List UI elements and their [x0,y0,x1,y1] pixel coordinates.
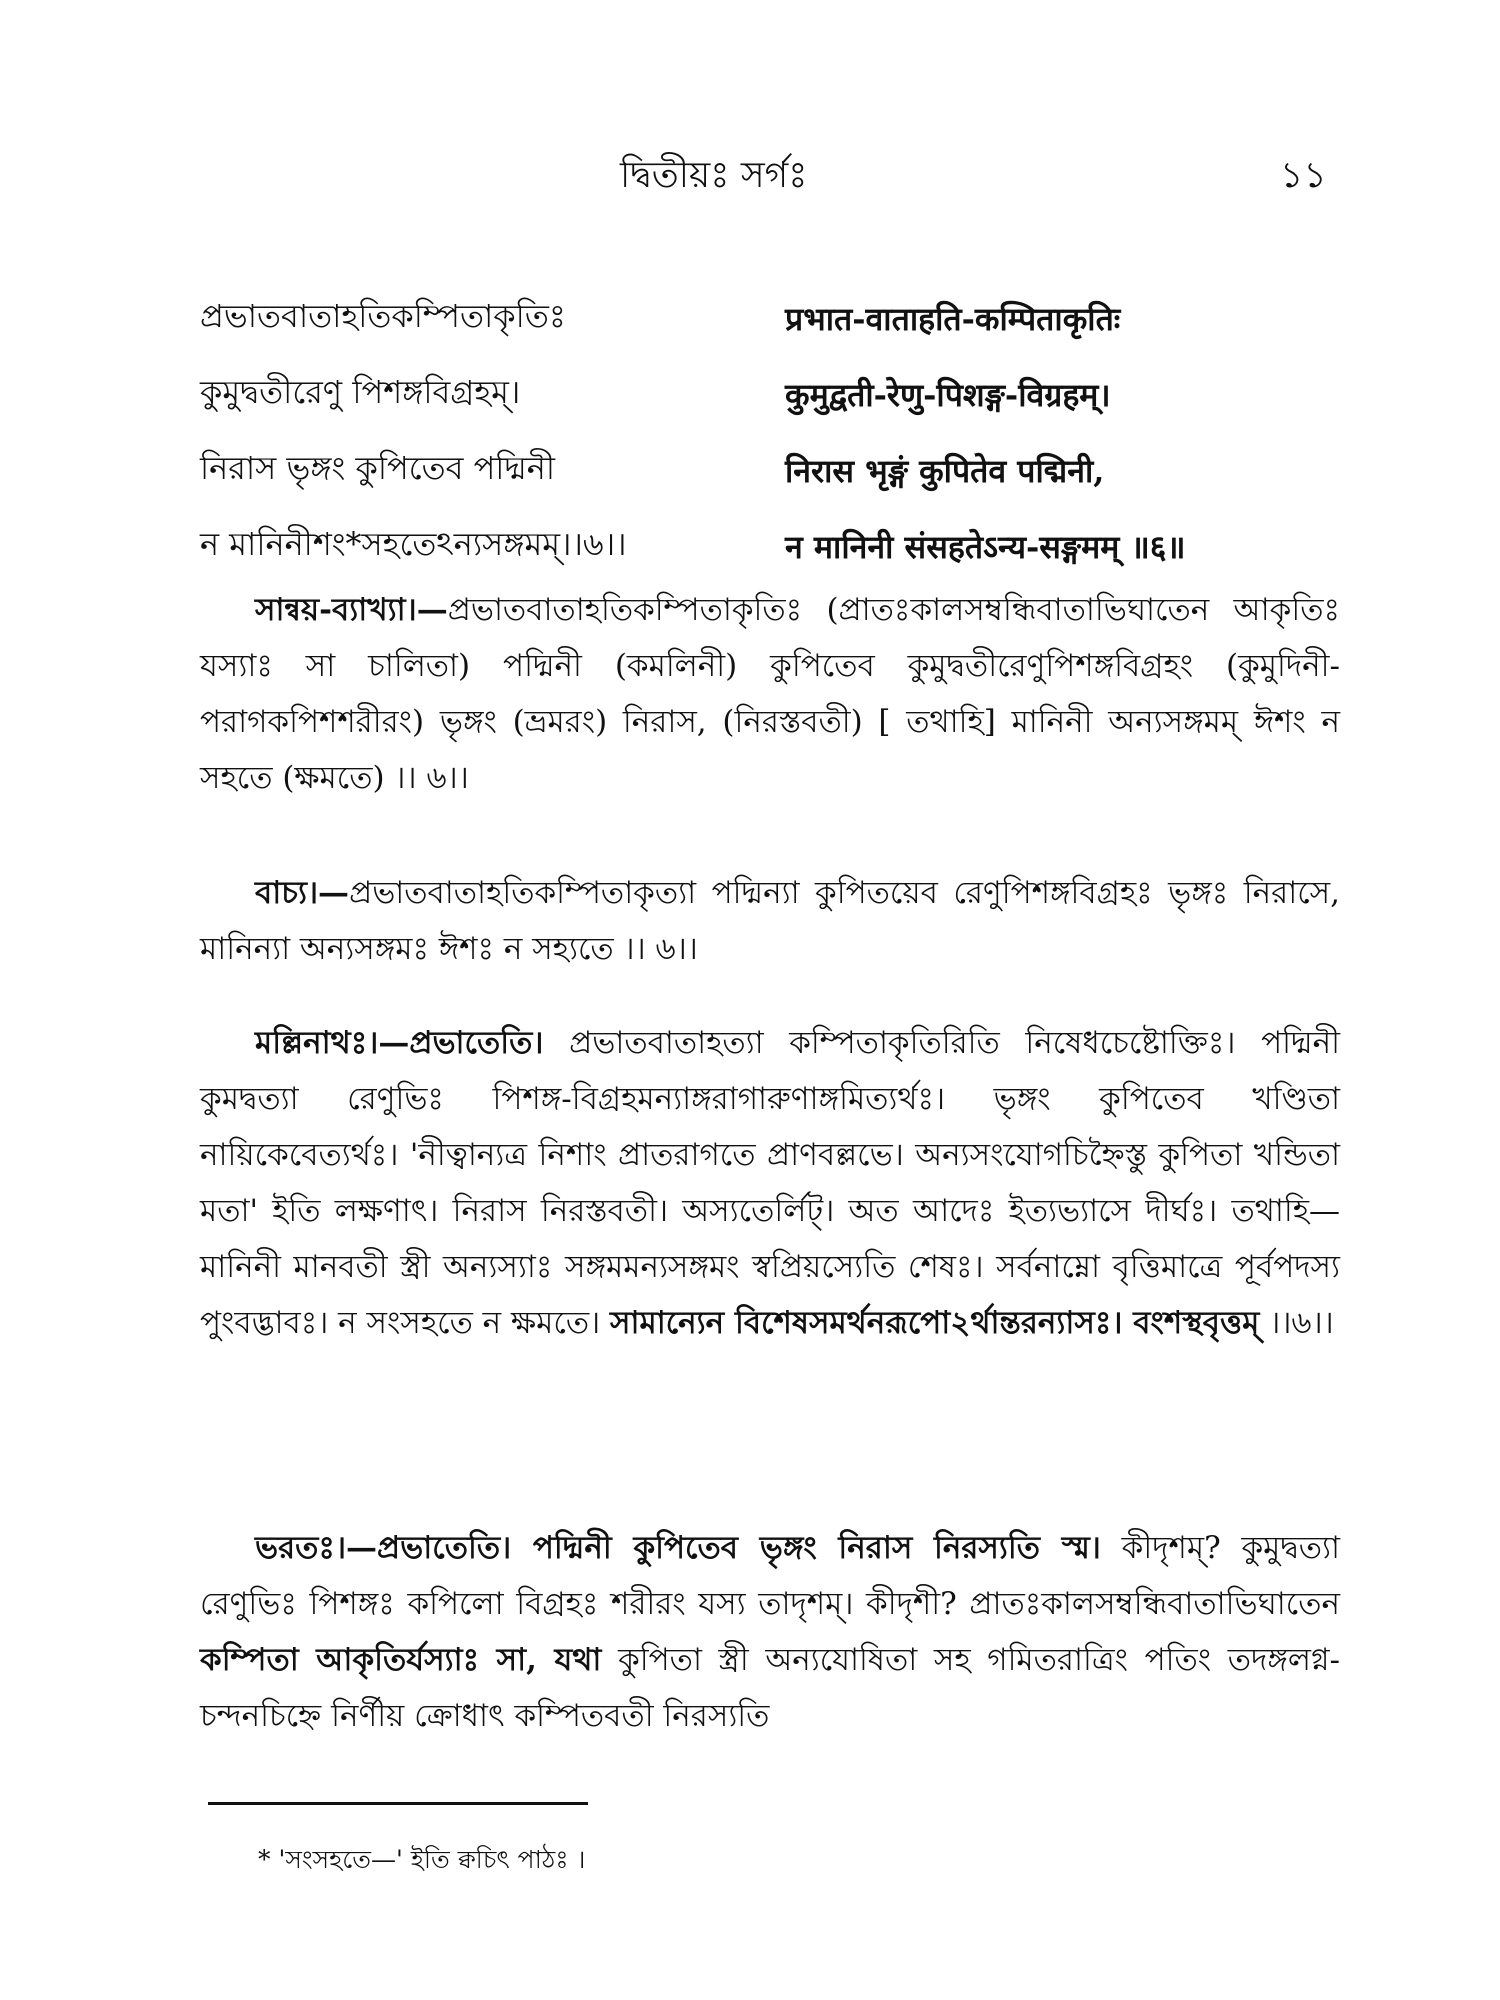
anvaya-text: প্রভাতবাতাহতিকম্পিতাকৃতিঃ (প্রাতঃকালসম্বন্ধিবাতাভিঘাতেন আকৃতিঃ যস্যাঃ সা চালিতা) পদ্মিনী (কমলিনী) কুপিতেব কুমুদ্বতীরেণুপিশঙ্গবিগ্রহং (কুমুদিনী-পরাগকপিশশরীরং) ভৃঙ্গং (ভ্রমরং) নিরাস, (নিরস্তবতী) [ তথাহি] মানিনী অন্যসঙ্গমম্ ঈশং ন সহতে (ক্ষমতে) ।। ৬।। [200,592,1340,796]
vacya-text: প্রভাতবাতাহতিকম্পিতাকৃত্যা পদ্মিন্যা কুপিতয়েব রেণুপিশঙ্গবিগ্রহঃ ভৃঙ্গঃ নিরাসে, মানিন্যা অন্যসঙ্গমঃ ঈশঃ ন সহ্যতে ।। ৬।। [200,875,1340,967]
mallinatha-paragraph [200,1015,1340,1351]
mallinatha-end: ।।৬।। [1269,1305,1334,1341]
vacya-heading: বাচ্য।— [255,875,350,911]
vacya-paragraph [200,865,1340,977]
bharata-paragraph [200,1520,1340,1744]
verse-bengali: নিরাস ভৃঙ্গং কুপিতেব পদ্মিনী [200,449,556,487]
footnote: * 'সংসহতে—' ইতি ক্বচিৎ পাঠঃ । [258,1845,586,1874]
bharata-bold-lead: প্রভাতেতি। পদ্মিনী কুপিতেব ভৃঙ্গং নিরাস নিরস্যতি স্ম। [377,1530,1101,1566]
verse-devanagari: निरास भृङ्गं कुपितेव पद्मिनी, [785,451,1105,490]
verse-line [200,280,1360,356]
verse-bengali: ন মানিনীশং*সহতেঽন্যসঙ্গমম্।।৬।। [200,525,627,563]
mallinatha-text: প্রভাতবাতাহত্যা কম্পিতাকৃতিরিতি নিষেধচেষ্টোক্তিঃ। পদ্মিনী কুমদ্বত্যা রেণুভিঃ পিশঙ্গ-বিগ্রহমন্যাঙ্গরাগারুণাঙ্গমিত্যর্থঃ। ভৃঙ্গং কুপিতেব খণ্ডিতা নায়িকেবেত্যর্থঃ। 'নীত্বান্যত্র নিশাং প্রাতরাগতে প্রাণবল্লভে। অন্যসংযোগচিহ্নৈস্তু কুপিতা খন্ডিতা মতা' ইতি লক্ষণাৎ। নিরাস নিরস্তবতী। অস্যতের্লিট্। অত আদেঃ ইত্যভ্যাসে দীর্ঘঃ। তথাহি—মানিনী মানবতী স্ত্রী অন্যস্যাঃ সঙ্গমমন্যসঙ্গমং স্বপ্রিয়স্যেতি শেষঃ। সর্বনাম্নো বৃত্তিমাত্রে পূর্বপদস্য পুংবদ্ভাবঃ। ন সংসহতে ন ক্ষমতে। [200,1025,1340,1341]
verse-bengali: কুমুদ্বতীরেণু পিশঙ্গবিগ্রহম্। [200,373,521,411]
page-header [0,148,1500,198]
mallinatha-heading: মল্লিনাথঃ।—প্রভাতেতি। [255,1025,544,1061]
mallinatha-bold-tail: সামান্যেন বিশেষসমর্থনরূপো২র্থান্তরন্যাসঃ। বংশস্থবৃত্তম্ [610,1305,1260,1341]
anvaya-paragraph [200,582,1340,806]
verse-line [200,508,1360,584]
verse-line [200,432,1360,508]
page-number: ১১ [1280,155,1327,196]
verse-block [200,280,1360,584]
verse-line [200,356,1360,432]
bharata-text: কীদৃশম্? কুমুদ্বত্যা রেণুভিঃ পিশঙ্গঃ কপিলো বিগ্রহঃ শরীরং যস্য তাদৃশম্। কীদৃশী? প্রাতঃকালসম্বন্ধিবাতাভিঘাতেন [200,1530,1341,1622]
anvaya-section [200,582,1340,806]
anvaya-heading: সান্বয়-ব্যাখ্যা।— [255,592,448,628]
verse-bengali: প্রভাতবাতাহতিকম্পিতাকৃতিঃ [200,297,566,335]
bharata-section [200,1520,1340,1744]
bharata-text-2: কুপিতা স্ত্রী অন্যযোষিতা সহ গমিতরাত্রিং পতিং তদঙ্গলগ্ন-চন্দনচিহ্নে নির্ণীয় ক্রোধাৎ কম্পিতবতী নিরস্যতি [200,1642,1341,1734]
running-title: দ্বিতীয়ঃ সর্গঃ [620,155,808,196]
verse-devanagari: प्रभात-वाताहति-कम्पिताकृतिः [785,299,1121,338]
bharata-bold-mid: কম্পিতা আকৃতির্যস্যাঃ সা, যথা [200,1642,602,1678]
vacya-section [200,865,1340,977]
mallinatha-section [200,1015,1340,1351]
verse-devanagari: कुमुद्वती-रेणु-पिशङ्ग-विग्रहम्। [785,375,1111,414]
footnote-divider [208,1802,588,1805]
verse-devanagari: न मानिनी संसहतेऽन्य-सङ्गमम् ॥६॥ [785,527,1186,566]
bharata-heading: ভরতঃ।— [255,1530,378,1566]
